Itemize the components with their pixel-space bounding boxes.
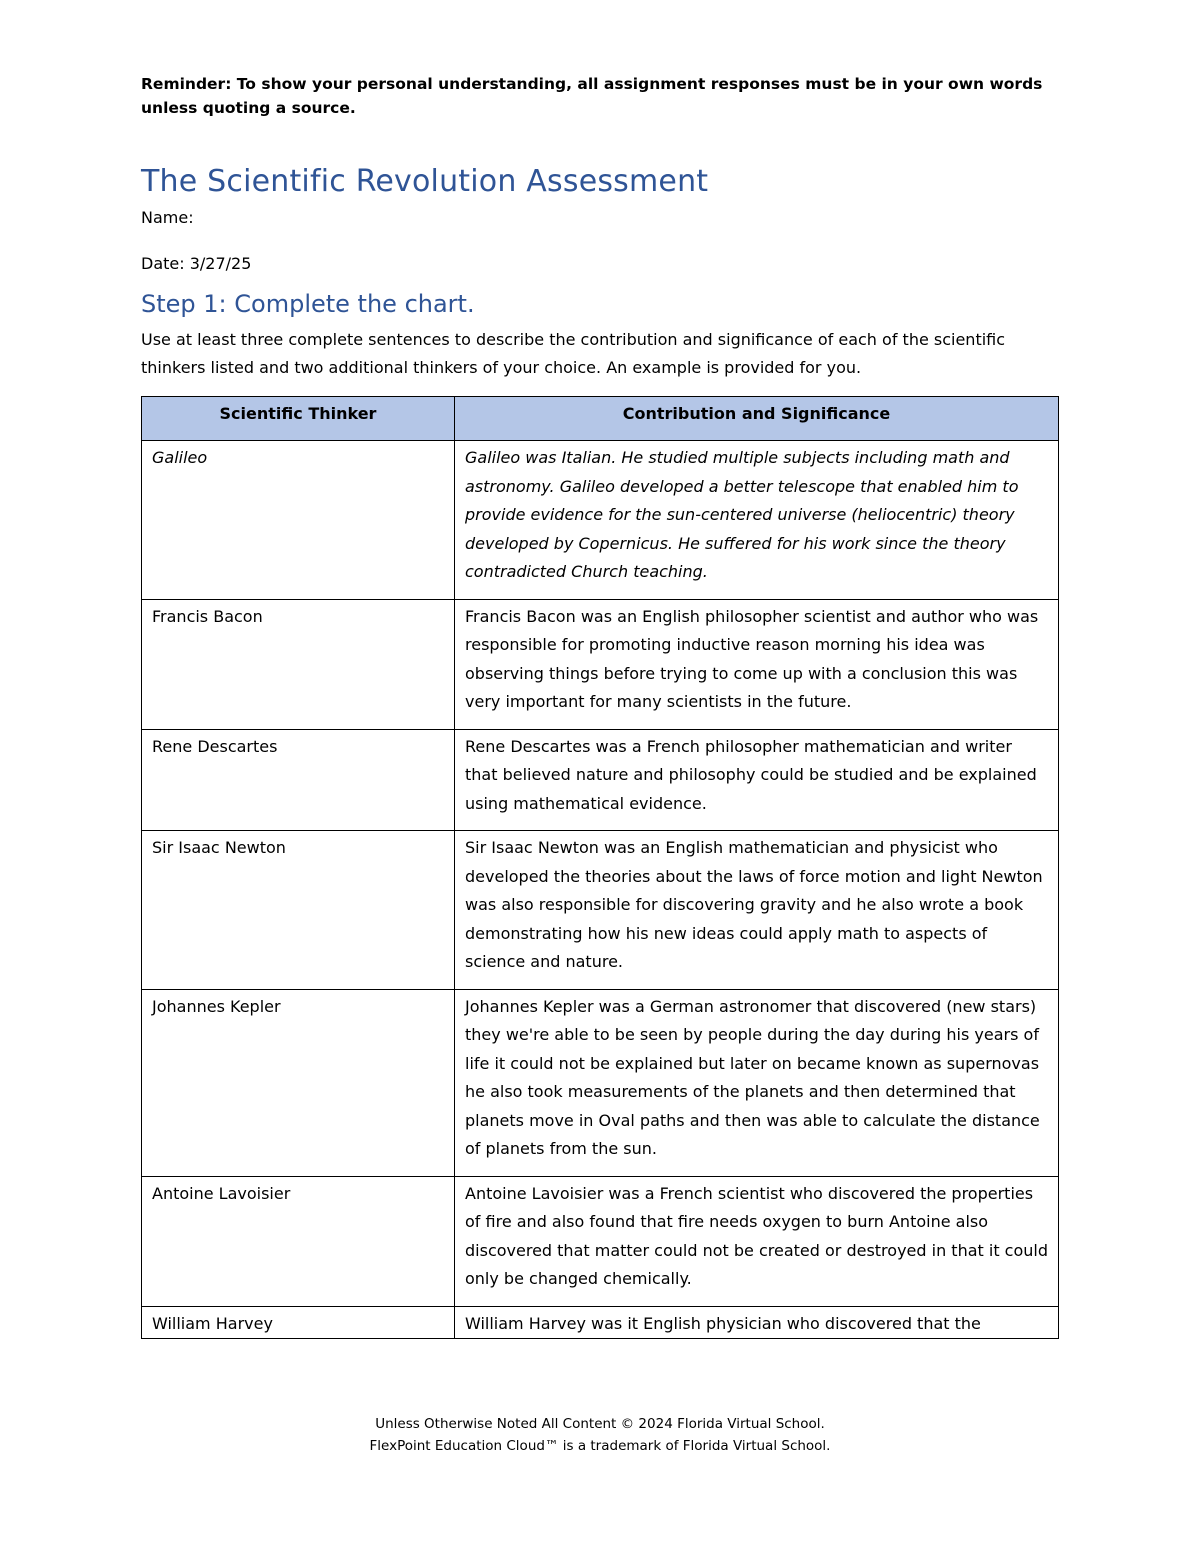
- table-row: [142, 831, 1059, 990]
- thinker-cell: Johannes Kepler: [142, 989, 455, 1176]
- page-title: The Scientific Revolution Assessment: [141, 164, 709, 199]
- page-footer: [0, 1413, 1200, 1457]
- document-page: [141, 72, 1059, 1333]
- footer-trademark: FlexPoint Education Cloud™ is a trademark of Florida Virtual School.: [369, 1438, 831, 1454]
- table-row: [142, 441, 1059, 600]
- table-row: [142, 1306, 1059, 1339]
- header-contribution: Contribution and Significance: [455, 397, 1059, 441]
- table-header-row: [142, 397, 1059, 441]
- thinker-cell: Rene Descartes: [142, 729, 455, 831]
- thinker-cell: William Harvey: [142, 1306, 455, 1339]
- step1-instructions: Use at least three complete sentences to describe the contribution and significance of each of the scientific thinkers listed and two additional thinkers of your choice. An example is provided for you.: [141, 330, 1006, 377]
- contribution-cell: Galileo was Italian. He studied multiple subjects including math and astronomy. Galileo developed a better telescope that enabled him to provide evidence for the sun-centered universe (heliocentric) theory developed by Copernicus. He suffered for his work since the theory contradicted Church teaching.: [455, 441, 1059, 600]
- contribution-cell: Rene Descartes was a French philosopher mathematician and writer that believed nature and philosophy could be studied and be explained using mathematical evidence.: [455, 729, 1059, 831]
- thinkers-table: [141, 396, 1059, 1339]
- table-row: [142, 599, 1059, 729]
- date-field-label: Date: 3/27/25: [141, 254, 252, 273]
- thinker-cell: Sir Isaac Newton: [142, 831, 455, 990]
- contribution-cell: William Harvey was it English physician who discovered that the: [455, 1306, 1059, 1339]
- table-row: [142, 1176, 1059, 1306]
- contribution-cell: Francis Bacon was an English philosopher scientist and author who was responsible for promoting inductive reason morning his idea was observing things before trying to come up with a conclusion this was very important for many scientists in the future.: [455, 599, 1059, 729]
- contribution-cell: Johannes Kepler was a German astronomer that discovered (new stars) they we're able to be seen by people during the day during his years of life it could not be explained but later on became known as supernovas he also took measurements of the planets and then determined that planets move in Oval paths and then was able to calculate the distance of planets from the sun.: [455, 989, 1059, 1176]
- thinker-cell: Galileo: [142, 441, 455, 600]
- table-row: [142, 989, 1059, 1176]
- thinker-cell: Francis Bacon: [142, 599, 455, 729]
- header-scientific-thinker: Scientific Thinker: [142, 397, 455, 441]
- reminder-text: Reminder: To show your personal understanding, all assignment responses must be in your own words unless quoting a source.: [141, 75, 1043, 117]
- footer-copyright: Unless Otherwise Noted All Content © 2024 Florida Virtual School.: [375, 1416, 825, 1432]
- name-field-label: Name:: [141, 208, 194, 227]
- contribution-cell: Sir Isaac Newton was an English mathematician and physicist who developed the theories about the laws of force motion and light Newton was also responsible for discovering gravity and he also wrote a book demonstrating how his new ideas could apply math to aspects of science and nature.: [455, 831, 1059, 990]
- contribution-cell: Antoine Lavoisier was a French scientist who discovered the properties of fire and also found that fire needs oxygen to burn Antoine also discovered that matter could not be created or destroyed in that it could only be changed chemically.: [455, 1176, 1059, 1306]
- table-row: [142, 729, 1059, 831]
- step1-heading: Step 1: Complete the chart.: [141, 290, 475, 318]
- thinker-cell: Antoine Lavoisier: [142, 1176, 455, 1306]
